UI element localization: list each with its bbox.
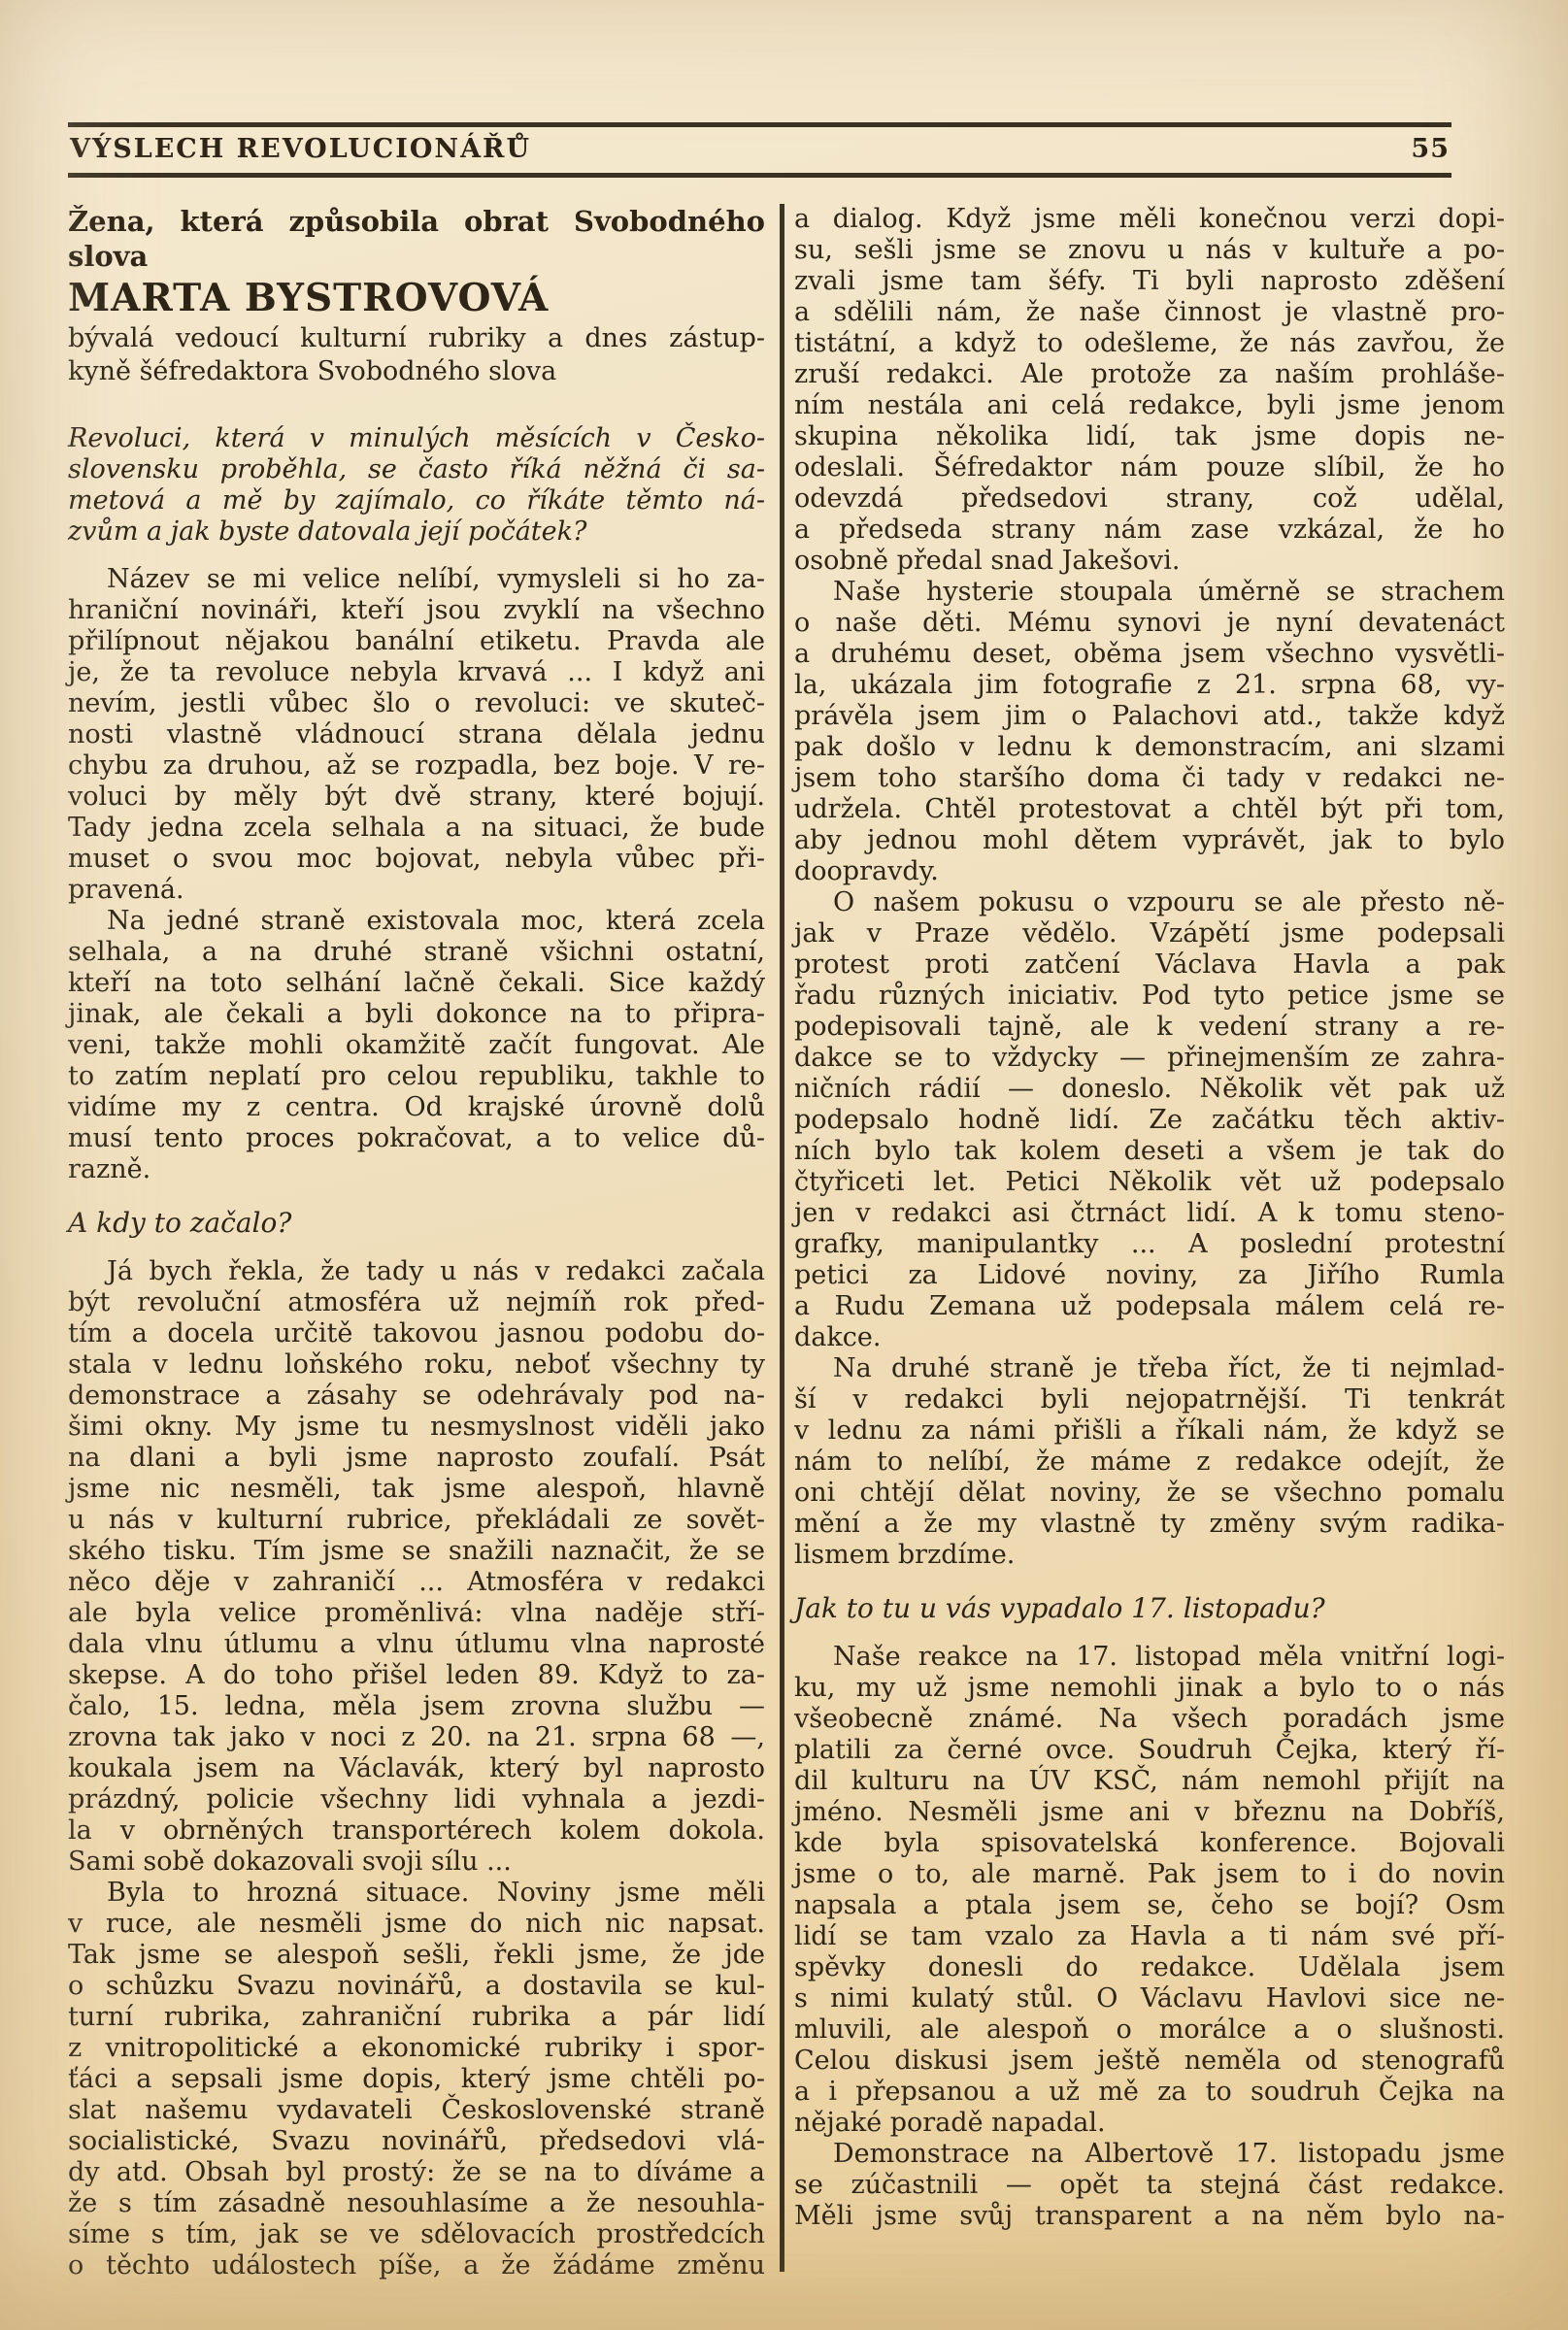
column-divider bbox=[780, 204, 784, 2272]
text-line: tistátní, a když to odešleme, že nás zavřou, že bbox=[794, 328, 1505, 358]
text-line: A kdy to začalo? bbox=[68, 1207, 292, 1239]
text-line: O našem pokusu o vzpouru se ale přesto ně- bbox=[833, 887, 1505, 917]
text-line: Naše reakce na 17. listopad měla vnitřní logi- bbox=[833, 1642, 1505, 1672]
text-line: jsme o to, ale marně. Pak jsem to i do novin bbox=[794, 1859, 1505, 1889]
text-line: Revoluci, která v minulých měsících v Česko- bbox=[68, 423, 765, 453]
text-line: protest proti zatčení Václava Havla a pak bbox=[794, 949, 1505, 980]
text-line: chybu za druhou, až se rozpadla, bez boje. V re- bbox=[68, 750, 765, 781]
text-line: zrovna tak jako v noci z 20. na 21. srpna 68 —, bbox=[68, 1722, 765, 1752]
text-line: Celou diskusi jsem ještě neměla od stenografů bbox=[794, 2046, 1505, 2076]
text-line: spěvky donesli do redakce. Udělala jsem bbox=[794, 1952, 1505, 1982]
text-line: dakce se to vždycky — přinejmenším ze zahra- bbox=[794, 1043, 1505, 1073]
right-column bbox=[794, 204, 1505, 2281]
text-line: bývalá vedoucí kulturní rubriky a dnes zástup- bbox=[68, 323, 765, 353]
text-line: ničních rádií — doneslo. Několik vět pak už bbox=[794, 1074, 1505, 1104]
perex bbox=[68, 423, 765, 548]
text-line: se zúčastnili — opět ta stejná část redakce. bbox=[794, 2170, 1505, 2200]
text-line: ale byla velice proměnlivá: vlna naděje stří- bbox=[68, 1598, 765, 1628]
text-line: Jak to tu u vás vypadalo 17. listopadu? bbox=[794, 1592, 1325, 1624]
text-line: lismem brzdíme. bbox=[794, 1540, 1016, 1570]
text-line: přilípnout nějakou banální etiketu. Pravda ale bbox=[68, 626, 765, 656]
text-line: nevím, jestli vůbec šlo o revoluci: ve skuteč- bbox=[68, 688, 765, 718]
text-line: něco děje v zahraničí ... Atmosféra v redakci bbox=[68, 1567, 765, 1597]
page-header bbox=[68, 122, 1451, 178]
paragraph bbox=[794, 1642, 1505, 2139]
text-line: čalo, 15. ledna, měla jsem zrovna službu — bbox=[68, 1691, 765, 1721]
text-line: jen v redakci asi čtrnáct lidí. A k tomu steno- bbox=[794, 1198, 1505, 1228]
text-line: o těchto událostech píše, a že žádáme změnu bbox=[68, 2250, 765, 2280]
text-line: dakce. bbox=[794, 1322, 882, 1352]
text-line: právěla jsem jim o Palachovi atd., takže když bbox=[794, 701, 1505, 731]
text-line: šimi okny. My jsme tu nesmyslnost viděli jako bbox=[68, 1412, 765, 1442]
text-line: Žena, která způsobila obrat Svobodného slova bbox=[68, 205, 765, 273]
text-line: udržela. Chtěl protestovat a chtěl být při tom, bbox=[794, 794, 1505, 824]
text-line: odeslali. Šéfredaktor nám pouze slíbil, že ho bbox=[794, 452, 1505, 483]
text-line: nám to nelíbí, že máme z redakce odejít, že bbox=[794, 1447, 1505, 1477]
text-line: muset o svou moc bojovat, nebyla vůbec při- bbox=[68, 844, 765, 874]
text-line: o naše děti. Mému synovi je nyní devatenáct bbox=[794, 608, 1505, 638]
text-line: pak došlo v lednu k demonstracím, ani slzami bbox=[794, 732, 1505, 762]
paragraph bbox=[794, 577, 1505, 887]
text-line: vidíme my z centra. Od krajské úrovně dolů bbox=[68, 1092, 765, 1122]
text-line: slat našemu vydavateli Československé straně bbox=[68, 2095, 765, 2125]
left-column bbox=[68, 204, 765, 2281]
text-line: na dlani a byli jsme naprosto zoufalí. Psát bbox=[68, 1443, 765, 1473]
text-line: mění a že my vlastně ty změny svým radika- bbox=[794, 1509, 1505, 1539]
header-row bbox=[68, 127, 1451, 173]
text-line: napsala a ptala jsem se, čeho se bojí? Osm bbox=[794, 1890, 1505, 1920]
text-line: lidí se tam vzalo za Havla a ti nám své pří- bbox=[794, 1921, 1505, 1951]
paragraph bbox=[794, 204, 1505, 577]
header-rule-top bbox=[68, 122, 1451, 127]
text-line: veni, takže mohli okamžitě začít fungovat. Ale bbox=[68, 1030, 765, 1060]
text-line: u nás v kulturní rubrice, překládali ze sovět- bbox=[68, 1505, 765, 1535]
text-line: řadu různých iniciativ. Pod tyto petice jsme se bbox=[794, 981, 1505, 1011]
text-line: koukala jsem na Václavák, který byl naprosto bbox=[68, 1753, 765, 1783]
text-line: a i přepsanou a už mě za to soudruh Čejka na bbox=[794, 2077, 1505, 2107]
text-line: kde byla spisovatelská konference. Bojovali bbox=[794, 1828, 1505, 1858]
text-line: oni chtějí dělat noviny, že se všechno pomalu bbox=[794, 1478, 1505, 1508]
text-line: o schůzku Svazu novinářů, a dostavila se kul- bbox=[68, 1971, 765, 2001]
text-line: aby jednou mohl dětem vyprávět, jak to bylo bbox=[794, 825, 1505, 855]
text-line: dala vlnu útlumu a vlnu útlumu vlna naprosté bbox=[68, 1629, 765, 1659]
text-line: jsme nic nesměli, tak jsme alespoň, hlavně bbox=[68, 1474, 765, 1504]
text-line: s nimi kulatý stůl. O Václavu Havlovi sice ne- bbox=[794, 1983, 1505, 2014]
text-line: pravená. bbox=[68, 875, 184, 905]
text-line: odevzdá předsedovi strany, což udělal, bbox=[794, 483, 1505, 514]
text-line: grafky, manipulantky ... A poslední protestní bbox=[794, 1229, 1505, 1259]
interview-question bbox=[68, 1208, 765, 1239]
text-line: jsem toho staršího doma či tady v redakci ne- bbox=[794, 763, 1505, 793]
text-line: zruší redakci. Ale protože za naším prohláše- bbox=[794, 359, 1505, 389]
article-columns bbox=[68, 204, 1515, 2281]
paragraph bbox=[68, 564, 765, 906]
text-line: ním nestála ani celá redakce, byli jsme jenom bbox=[794, 390, 1505, 420]
header-rule-bottom bbox=[68, 173, 1451, 178]
paragraph bbox=[794, 2139, 1505, 2232]
paragraph bbox=[68, 1878, 765, 2281]
text-line: prázdný, policie všechny lidi vyhnala a jezdi- bbox=[68, 1784, 765, 1814]
text-line: a dialog. Když jsme měli konečnou verzi dopi- bbox=[794, 204, 1505, 234]
text-line: Tak jsme se alespoň sešli, řekli jsme, že jde bbox=[68, 1940, 765, 1970]
text-line: socialistické, Svazu novinářů, předsedovi vlá- bbox=[68, 2126, 765, 2156]
author-description bbox=[68, 322, 765, 388]
page-number: 55 bbox=[1411, 134, 1450, 164]
text-line: la v obrněných transportérech kolem dokola. bbox=[68, 1815, 765, 1846]
text-line: podepsalo hodně lidí. Ze začátku těch aktiv- bbox=[794, 1105, 1505, 1135]
text-line: nosti vlastně vládnoucí strana dělala jednu bbox=[68, 719, 765, 749]
text-line: MARTA BYSTROVOVÁ bbox=[68, 276, 550, 320]
text-line: osobně předal snad Jakešovi. bbox=[794, 546, 1181, 576]
text-line: všeobecně známé. Na všech poradách jsme bbox=[794, 1704, 1505, 1734]
text-line: dy atd. Obsah byl prostý: že se na to díváme a bbox=[68, 2157, 765, 2187]
text-line: kyně šéfredaktora Svobodného slova bbox=[68, 356, 557, 386]
text-line: metová a mě by zajímalo, co říkáte těmto ná- bbox=[68, 485, 765, 516]
text-line: a předseda strany nám zase vzkázal, že ho bbox=[794, 515, 1505, 545]
text-line: tím a docela určitě takovou jasnou podobu do- bbox=[68, 1318, 765, 1348]
text-line: skepse. A do toho přišel leden 89. Když to za- bbox=[68, 1660, 765, 1690]
text-line: ského tisku. Tím jsme se snažili naznačit, že se bbox=[68, 1536, 765, 1566]
text-line: jméno. Nesměli jsme ani v březnu na Dobříš, bbox=[794, 1797, 1505, 1827]
text-line: že s tím zásadně nesouhlasíme a že nesouhla- bbox=[68, 2188, 765, 2218]
text-line: Na jedné straně existovala moc, která zcela bbox=[107, 906, 765, 936]
text-line: su, sešli jsme se znovu u nás v kultuře a po- bbox=[794, 235, 1505, 265]
article-headline bbox=[68, 204, 765, 274]
text-line: dil kulturu na ÚV KSČ, nám nemohl přijít na bbox=[794, 1766, 1505, 1796]
text-line: la, ukázala jim fotografie z 21. srpna 68, vy- bbox=[794, 670, 1505, 700]
text-line: ší v redakci byli nejopatrnější. Ti tenkrát bbox=[794, 1384, 1505, 1415]
text-line: razně. bbox=[68, 1154, 151, 1184]
text-line: nějaké poradě napadal. bbox=[794, 2108, 1106, 2138]
text-line: jak v Praze vědělo. Vzápětí jsme podepsali bbox=[794, 918, 1505, 949]
text-line: slovensku proběhla, se často říká něžná či sa- bbox=[68, 454, 765, 484]
text-line: Byla to hrozná situace. Noviny jsme měli bbox=[107, 1878, 765, 1908]
text-line: stala v lednu loňského roku, neboť všechny ty bbox=[68, 1349, 765, 1380]
text-line: Tady jedna zcela selhala a na situaci, že bude bbox=[68, 813, 765, 843]
text-line: turní rubrika, zahraniční rubrika a pár lidí bbox=[68, 2002, 765, 2032]
text-line: Naše hysterie stoupala úměrně se strachem bbox=[833, 577, 1505, 607]
text-line: doopravdy. bbox=[794, 856, 939, 886]
text-line: Na druhé straně je třeba říct, že ti nejmlad- bbox=[833, 1353, 1505, 1383]
text-line: demonstrace a zásahy se odehrávaly pod na- bbox=[68, 1381, 765, 1411]
text-line: zvům a jak byste datovala její počátek? bbox=[68, 516, 587, 547]
text-line: z vnitropolitické a ekonomické rubriky i spor- bbox=[68, 2033, 765, 2063]
text-line: je, že ta revoluce nebyla krvavá ... I když ani bbox=[68, 657, 765, 687]
text-line: selhala, a na druhé straně všichni ostatní, bbox=[68, 937, 765, 967]
interview-question bbox=[794, 1593, 1505, 1624]
text-line: ku, my už jsme nemohli jinak a bylo to o nás bbox=[794, 1673, 1505, 1703]
text-line: jinak, ale čekali a byli dokonce na to připra- bbox=[68, 999, 765, 1029]
paragraph bbox=[794, 887, 1505, 1353]
text-line: hraniční novináři, kteří jsou zvyklí na všechno bbox=[68, 595, 765, 625]
text-line: Název se mi velice nelíbí, vymysleli si ho za- bbox=[107, 564, 765, 594]
text-line: a Rudu Zemana už podepsala málem celá re- bbox=[794, 1291, 1505, 1321]
paragraph bbox=[68, 906, 765, 1185]
text-line: a druhému deset, oběma jsem všechno vysvětli- bbox=[794, 639, 1505, 669]
paragraph bbox=[68, 1256, 765, 1878]
author-name bbox=[68, 274, 765, 322]
text-line: být revoluční atmosféra už nejmíň rok před- bbox=[68, 1287, 765, 1317]
text-line: kteří na toto selhání lačně čekali. Sice každý bbox=[68, 968, 765, 998]
text-line: síme s tím, jak se ve sdělovacích prostředcích bbox=[68, 2219, 765, 2249]
text-line: to zatím neplatí pro celou republiku, takhle to bbox=[68, 1061, 765, 1091]
text-line: mluvili, ale alespoň o morálce a o slušnosti. bbox=[794, 2014, 1505, 2045]
text-line: v lednu za námi přišli a říkali nám, že když se bbox=[794, 1415, 1505, 1446]
text-line: Demonstrace na Albertově 17. listopadu jsme bbox=[833, 2139, 1505, 2169]
text-line: musí tento proces pokračovat, a to velice dů- bbox=[68, 1123, 765, 1153]
text-line: petici za Lidové noviny, za Jiřího Rumla bbox=[794, 1260, 1505, 1290]
text-line: Sami sobě dokazovali svoji sílu ... bbox=[68, 1847, 512, 1877]
text-line: v ruce, ale nesměli jsme do nich nic napsat. bbox=[68, 1909, 765, 1939]
text-line: voluci by měly být dvě strany, které bojují. bbox=[68, 782, 765, 812]
text-line: platili za černé ovce. Soudruh Čejka, který ří- bbox=[794, 1735, 1505, 1765]
text-line: zvali jsme tam šéfy. Ti byli naprosto zděšení bbox=[794, 266, 1505, 296]
text-line: Já bych řekla, že tady u nás v redakci začala bbox=[107, 1256, 765, 1286]
text-line: Měli jsme svůj transparent a na něm bylo na- bbox=[794, 2201, 1505, 2231]
text-line: skupina několika lidí, tak jsme dopis ne- bbox=[794, 421, 1505, 451]
header-title: VÝSLECH REVOLUCIONÁŘŮ bbox=[70, 134, 532, 164]
text-line: ních bylo tak kolem deseti a všem je tak do bbox=[794, 1136, 1505, 1166]
text-line: a sdělili nám, že naše činnost je vlastně pro- bbox=[794, 297, 1505, 327]
paragraph bbox=[794, 1353, 1505, 1571]
text-line: podepisovali tajně, ale k vedení strany a re- bbox=[794, 1012, 1505, 1042]
text-line: ťáci a sepsali jsme dopis, který jsme chtěli po- bbox=[68, 2064, 765, 2094]
text-line: čtyřiceti let. Petici Několik vět už podepsalo bbox=[794, 1167, 1505, 1197]
